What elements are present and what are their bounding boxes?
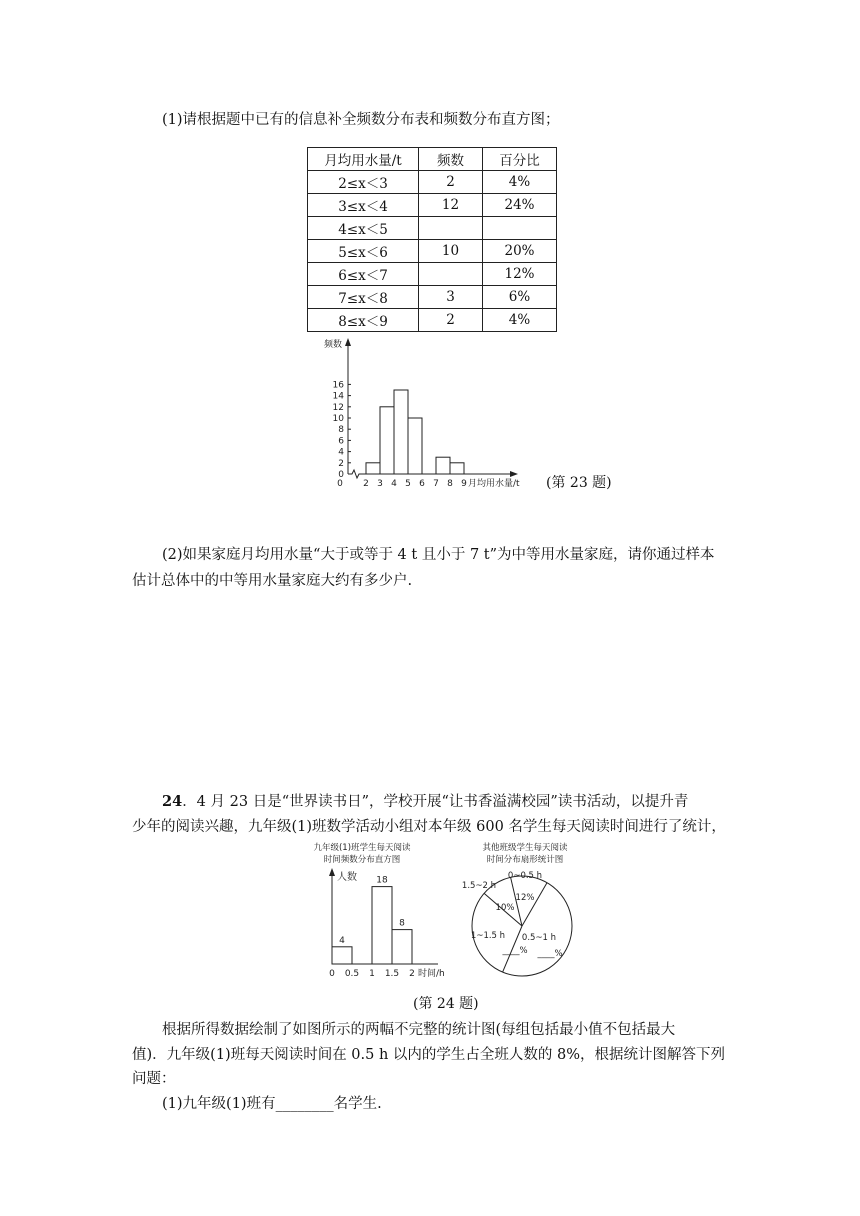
table-cell: 3≤x＜4	[308, 194, 419, 217]
x-axis-label: 时间/h	[418, 969, 445, 979]
histogram-bar	[436, 457, 450, 474]
table-cell: 2	[419, 171, 483, 194]
x-tick-label: 0.5	[344, 969, 360, 979]
water-histogram	[318, 334, 528, 494]
q23-part1: (1)请根据题中已有的信息补全频数分布表和频数分布直方图；	[162, 112, 560, 128]
histogram-bar	[366, 463, 380, 474]
y-axis-label: 频数	[324, 340, 343, 350]
x-tick-label: 1.5	[384, 969, 400, 979]
table-cell: 20%	[483, 240, 557, 263]
y-tick-label: 14	[332, 391, 344, 402]
histogram-bar	[392, 930, 412, 964]
table-row	[308, 263, 557, 286]
q23-caption: (第 23 题)	[546, 475, 612, 491]
table-header-cell: 百分比	[483, 148, 557, 171]
x-tick-label: 5	[405, 479, 411, 489]
y-tick-label: 16	[332, 380, 344, 391]
pie-slice-value: ____%	[502, 946, 528, 956]
table-cell	[419, 263, 483, 286]
bar-data-label: 18	[376, 875, 388, 886]
x-tick-label: 4	[391, 479, 397, 489]
table-cell: 2≤x＜3	[308, 171, 419, 194]
table-cell: 12	[419, 194, 483, 217]
table-cell: 6%	[483, 286, 557, 309]
pie-title-line1: 其他班级学生每天阅读	[482, 843, 568, 853]
y-tick-label: 4	[338, 447, 344, 458]
q24-intro-line1	[162, 790, 688, 811]
bar-data-label: 4	[339, 935, 345, 946]
table-header-cell: 月均用水量/t	[308, 148, 419, 171]
pie-slice-label: 0.5~1 h	[521, 933, 557, 943]
q24-intro-line2: 少年的阅读兴趣，九年级(1)班数学活动小组对本年级 600 名学生每天阅读时间进行了统计，	[132, 819, 726, 835]
histogram-bar	[332, 947, 352, 964]
pie-title-line2: 时间分布扇形统计图	[486, 855, 564, 865]
x-tick-label: 6	[419, 479, 425, 489]
x-tick-label: 1	[369, 969, 375, 979]
y-tick-label: 10	[332, 414, 344, 424]
x-tick-label: 8	[447, 479, 453, 489]
table-row	[308, 171, 557, 194]
table-cell	[483, 217, 557, 240]
table-cell: 7≤x＜8	[308, 286, 419, 309]
chart-title-line2: 时间频数分布直方图	[323, 855, 401, 865]
q24-text-line1: 根据所得数据绘制了如图所示的两幅不完整的统计图(每组包括最小值不包括最大	[162, 1022, 676, 1038]
pie-slice-label: 0~0.5 h	[507, 871, 543, 881]
x-tick-label: 3	[377, 479, 383, 489]
y-axis-label: 人数	[337, 872, 357, 883]
pie-slice-value: 12%	[515, 893, 535, 903]
table-row	[308, 194, 557, 217]
histogram-bar	[408, 418, 422, 474]
table-cell: 8≤x＜9	[308, 309, 419, 332]
table-cell: 2	[419, 309, 483, 332]
y-tick-label: 2	[338, 458, 344, 469]
y-tick-label: 12	[332, 402, 344, 413]
q24-caption: (第 24 题)	[413, 996, 479, 1012]
pie-slice-label: 1~1.5 h	[470, 931, 506, 941]
table-cell: 12%	[483, 263, 557, 286]
bar-data-label: 8	[399, 918, 405, 929]
table-cell	[419, 217, 483, 240]
frequency-table	[307, 147, 557, 332]
table-header-cell: 频数	[419, 148, 483, 171]
histogram-bar	[380, 407, 394, 474]
y-axis-arrow	[345, 338, 351, 346]
q24-number: 24	[162, 793, 183, 810]
q23-part2-line1: (2)如果家庭月均用水量“大于或等于 4 t 且小于 7 t”为中等用水量家庭，请你通过样本	[162, 547, 715, 563]
y-axis-arrow	[329, 868, 335, 876]
q23-part2-line2: 估计总体中的中等用水量家庭大约有多少户.	[132, 573, 413, 589]
pie-slice-value: ____%	[537, 949, 563, 959]
histogram-bar	[394, 390, 408, 474]
x-axis-label: 月均用水量/t	[468, 479, 520, 489]
table-row	[308, 217, 557, 240]
table-row	[308, 240, 557, 263]
histogram-bar	[372, 887, 392, 964]
q24-text-line2: 值)．九年级(1)班每天阅读时间在 0.5 h 以内的学生占全班人数的 8%，根据统计图解答下列	[132, 1047, 726, 1063]
x-tick-label: 2	[409, 969, 415, 979]
reading-pie	[455, 838, 595, 983]
histogram-bar	[450, 463, 464, 474]
q24-text-line3: 问题：	[132, 1071, 176, 1087]
table-cell: 10	[419, 240, 483, 263]
pie-slice-value: 10%	[495, 903, 515, 913]
table-row	[308, 286, 557, 309]
pie-slice-label: 1.5~2 h	[461, 881, 497, 891]
table-cell: 4≤x＜5	[308, 217, 419, 240]
x-tick-label: 2	[363, 479, 369, 489]
table-cell: 4%	[483, 309, 557, 332]
table-cell: 3	[419, 286, 483, 309]
chart-title-line1: 九年级(1)班学生每天阅读	[313, 843, 411, 853]
table-row	[308, 309, 557, 332]
y-tick-label: 8	[338, 425, 344, 436]
q24-intro-text: ．4 月 23 日是“世界读书日”，学校开展“让书香溢满校园”读书活动，以提升青	[182, 794, 689, 810]
x-tick-label: 0	[329, 969, 335, 979]
table-cell: 24%	[483, 194, 557, 217]
x-tick-label: 7	[433, 479, 439, 489]
x-axis-arrow	[510, 471, 518, 477]
x-tick-label: 9	[461, 479, 467, 489]
table-cell: 5≤x＜6	[308, 240, 419, 263]
table-cell: 6≤x＜7	[308, 263, 419, 286]
table-cell: 4%	[483, 171, 557, 194]
x-tick-label: 0	[337, 479, 343, 489]
q24-text-line4: (1)九年级(1)班有________名学生.	[162, 1096, 382, 1112]
y-tick-label: 0	[338, 470, 344, 480]
reading-histogram	[300, 838, 465, 983]
y-tick-label: 6	[338, 436, 344, 447]
table-header-row	[308, 148, 557, 171]
